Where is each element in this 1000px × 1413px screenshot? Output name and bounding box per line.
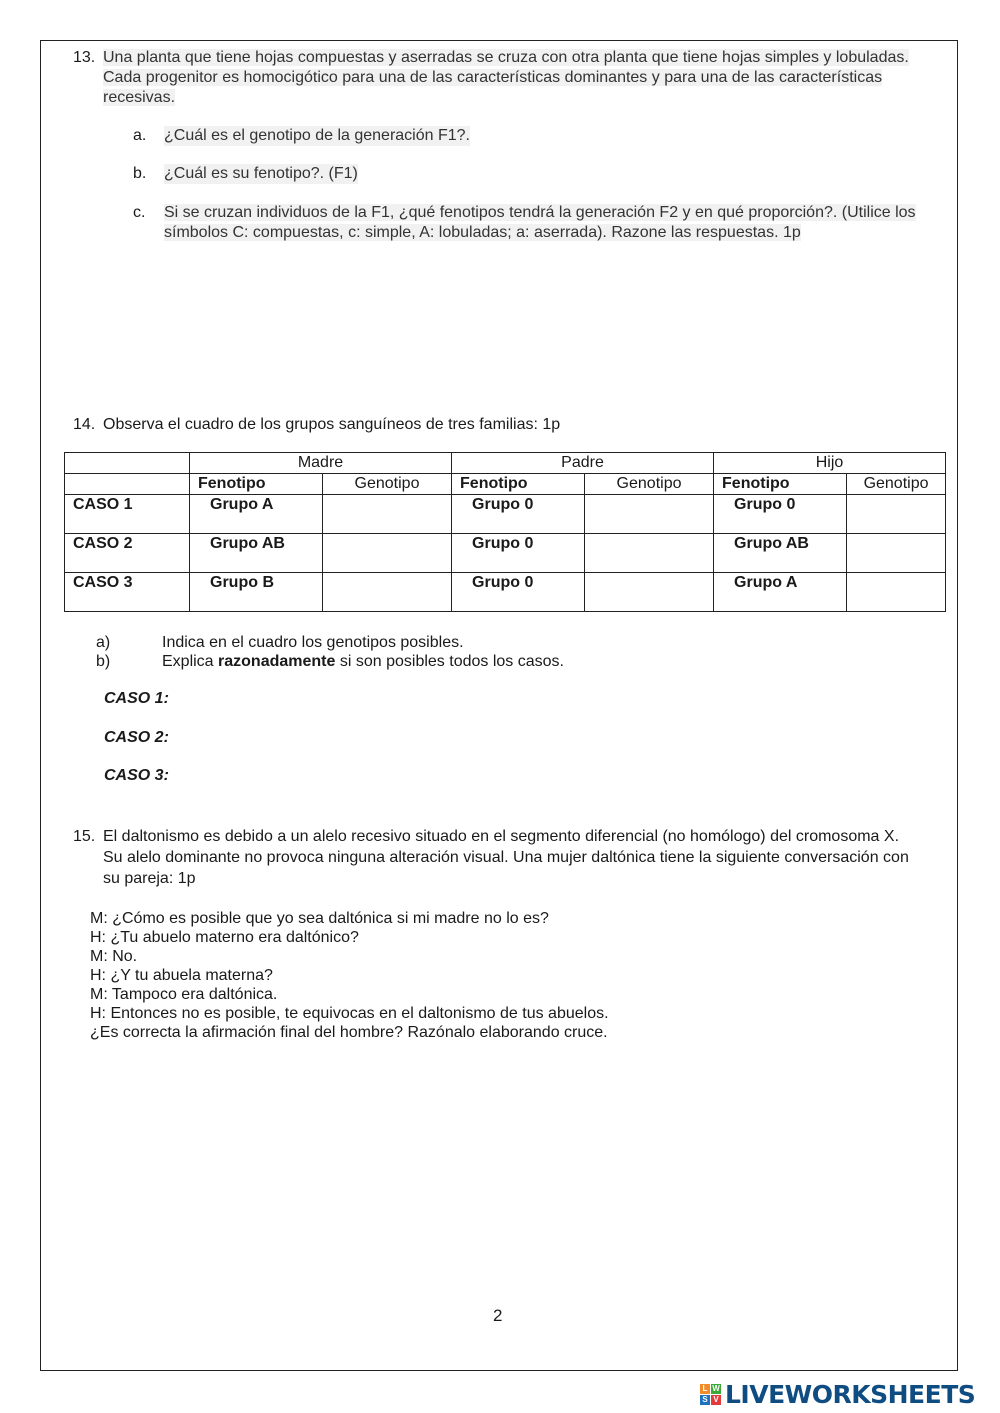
liveworksheets-mark-icon	[700, 1384, 721, 1405]
q13-b-text: ¿Cuál es su fenotipo?. (F1)	[164, 165, 358, 182]
q13-c-line-2: símbolos C: compuestas, c: simple, A: lobuladas; a: aserrada). Razone las respuestas. 1p	[164, 224, 801, 241]
header-madre: Madre	[190, 453, 452, 474]
subheader-madre-fenotipo: Fenotipo	[190, 474, 323, 495]
table-corner-cell	[65, 453, 190, 474]
dialog-line: M: No.	[90, 948, 138, 965]
subheader-hijo-fenotipo: Fenotipo	[714, 474, 847, 495]
dialog-line: H: ¿Tu abuelo materno era daltónico?	[90, 929, 359, 946]
mark-tile: S	[700, 1395, 710, 1405]
mark-tile: L	[700, 1384, 710, 1394]
madre-genotipo-blank[interactable]	[323, 573, 452, 612]
header-padre: Padre	[452, 453, 714, 474]
table-subheader-corner	[65, 474, 190, 495]
table-row	[65, 573, 946, 612]
q13-c-line-1: Si se cruzan individuos de la F1, ¿qué fenotipos tendrá la generación F2 y en qué proporción?. (Utilice los	[164, 204, 916, 221]
madre-fenotipo: Grupo A	[190, 495, 323, 534]
hijo-genotipo-blank[interactable]	[847, 573, 946, 612]
madre-fenotipo: Grupo B	[190, 573, 323, 612]
subheader-hijo-genotipo: Genotipo	[847, 474, 946, 495]
q14-statement: Observa el cuadro de los grupos sanguíneos de tres familias: 1p	[103, 416, 561, 433]
caso-label: CASO 2	[65, 534, 190, 573]
dialog-line: M: Tampoco era daltónica.	[90, 986, 278, 1003]
q13-a-label: a.	[133, 127, 147, 144]
page-number: 2	[493, 1306, 503, 1325]
hijo-fenotipo: Grupo 0	[714, 495, 847, 534]
hijo-fenotipo: Grupo AB	[714, 534, 847, 573]
q13-statement	[103, 48, 909, 108]
caso-label: CASO 1	[65, 495, 190, 534]
mark-tile: V	[711, 1395, 721, 1405]
dialog-line: H: Entonces no es posible, te equivocas en el daltonismo de tus abuelos.	[90, 1005, 609, 1022]
dialog-line: M: ¿Cómo es posible que yo sea daltónica si mi madre no lo es?	[90, 910, 549, 927]
q15-line-3: su pareja: 1p	[103, 870, 196, 887]
q13-c-label: c.	[133, 204, 146, 221]
header-hijo: Hijo	[714, 453, 946, 474]
padre-genotipo-blank[interactable]	[585, 495, 714, 534]
dialog-line: H: ¿Y tu abuela materna?	[90, 967, 273, 984]
blood-group-table	[64, 452, 946, 612]
caso-1-answer-label: CASO 1:	[104, 690, 169, 707]
liveworksheets-wordmark: LIVEWORKSHEETS	[725, 1379, 976, 1409]
q14-number: 14.	[73, 416, 96, 433]
subheader-madre-genotipo: Genotipo	[323, 474, 452, 495]
padre-genotipo-blank[interactable]	[585, 534, 714, 573]
q13-a-text: ¿Cuál es el genotipo de la generación F1?.	[164, 127, 470, 144]
q14-b-post: si son posibles todos los casos.	[335, 653, 564, 670]
mark-tile: W	[712, 1383, 720, 1393]
subheader-padre-fenotipo: Fenotipo	[452, 474, 585, 495]
q14-b-text	[162, 652, 564, 671]
q13-b-label: b.	[133, 165, 147, 182]
q13-number: 13.	[73, 49, 96, 66]
caso-label: CASO 3	[65, 573, 190, 612]
q15-number: 15.	[73, 828, 96, 845]
q13-line-1: Una planta que tiene hojas compuestas y aserradas se cruza con otra planta que tiene hojas simples y lobuladas.	[103, 49, 909, 66]
subheader-padre-genotipo: Genotipo	[585, 474, 714, 495]
madre-fenotipo: Grupo AB	[190, 534, 323, 573]
q15-line-1: El daltonismo es debido a un alelo recesivo situado en el segmento diferencial (no homólogo) del cromosoma X.	[103, 828, 900, 845]
q15-line-2: Su alelo dominante no provoca ninguna alteración visual. Una mujer daltónica tiene la siguiente conversación con	[103, 849, 909, 866]
padre-fenotipo: Grupo 0	[452, 534, 585, 573]
padre-fenotipo: Grupo 0	[452, 573, 585, 612]
hijo-genotipo-blank[interactable]	[847, 495, 946, 534]
q14-b-bold: razonadamente	[218, 653, 336, 670]
hijo-genotipo-blank[interactable]	[847, 534, 946, 573]
q15-statement	[103, 826, 909, 889]
q14-b-label: b)	[96, 653, 111, 670]
madre-genotipo-blank[interactable]	[323, 495, 452, 534]
caso-3-answer-label: CASO 3:	[104, 767, 169, 784]
q15-dialog	[90, 909, 609, 1042]
q14-b-pre: Explica	[162, 653, 219, 670]
q13-line-2: Cada progenitor es homocigótico para una de las características dominantes y para una de las características	[103, 69, 883, 86]
q13-c-text	[164, 203, 916, 243]
table-row	[65, 495, 946, 534]
table-header-row	[65, 453, 946, 474]
table-subheader-row	[65, 474, 946, 495]
liveworksheets-logo	[700, 1377, 975, 1411]
q14-a-label: a)	[96, 634, 111, 651]
hijo-fenotipo: Grupo A	[714, 573, 847, 612]
padre-genotipo-blank[interactable]	[585, 573, 714, 612]
dialog-question: ¿Es correcta la afirmación final del hombre? Razónalo elaborando cruce.	[90, 1024, 608, 1041]
madre-genotipo-blank[interactable]	[323, 534, 452, 573]
table-row	[65, 534, 946, 573]
caso-2-answer-label: CASO 2:	[104, 729, 169, 746]
q14-a-text: Indica en el cuadro los genotipos posibles.	[162, 634, 464, 651]
q13-line-3: recesivas.	[103, 89, 176, 106]
padre-fenotipo: Grupo 0	[452, 495, 585, 534]
